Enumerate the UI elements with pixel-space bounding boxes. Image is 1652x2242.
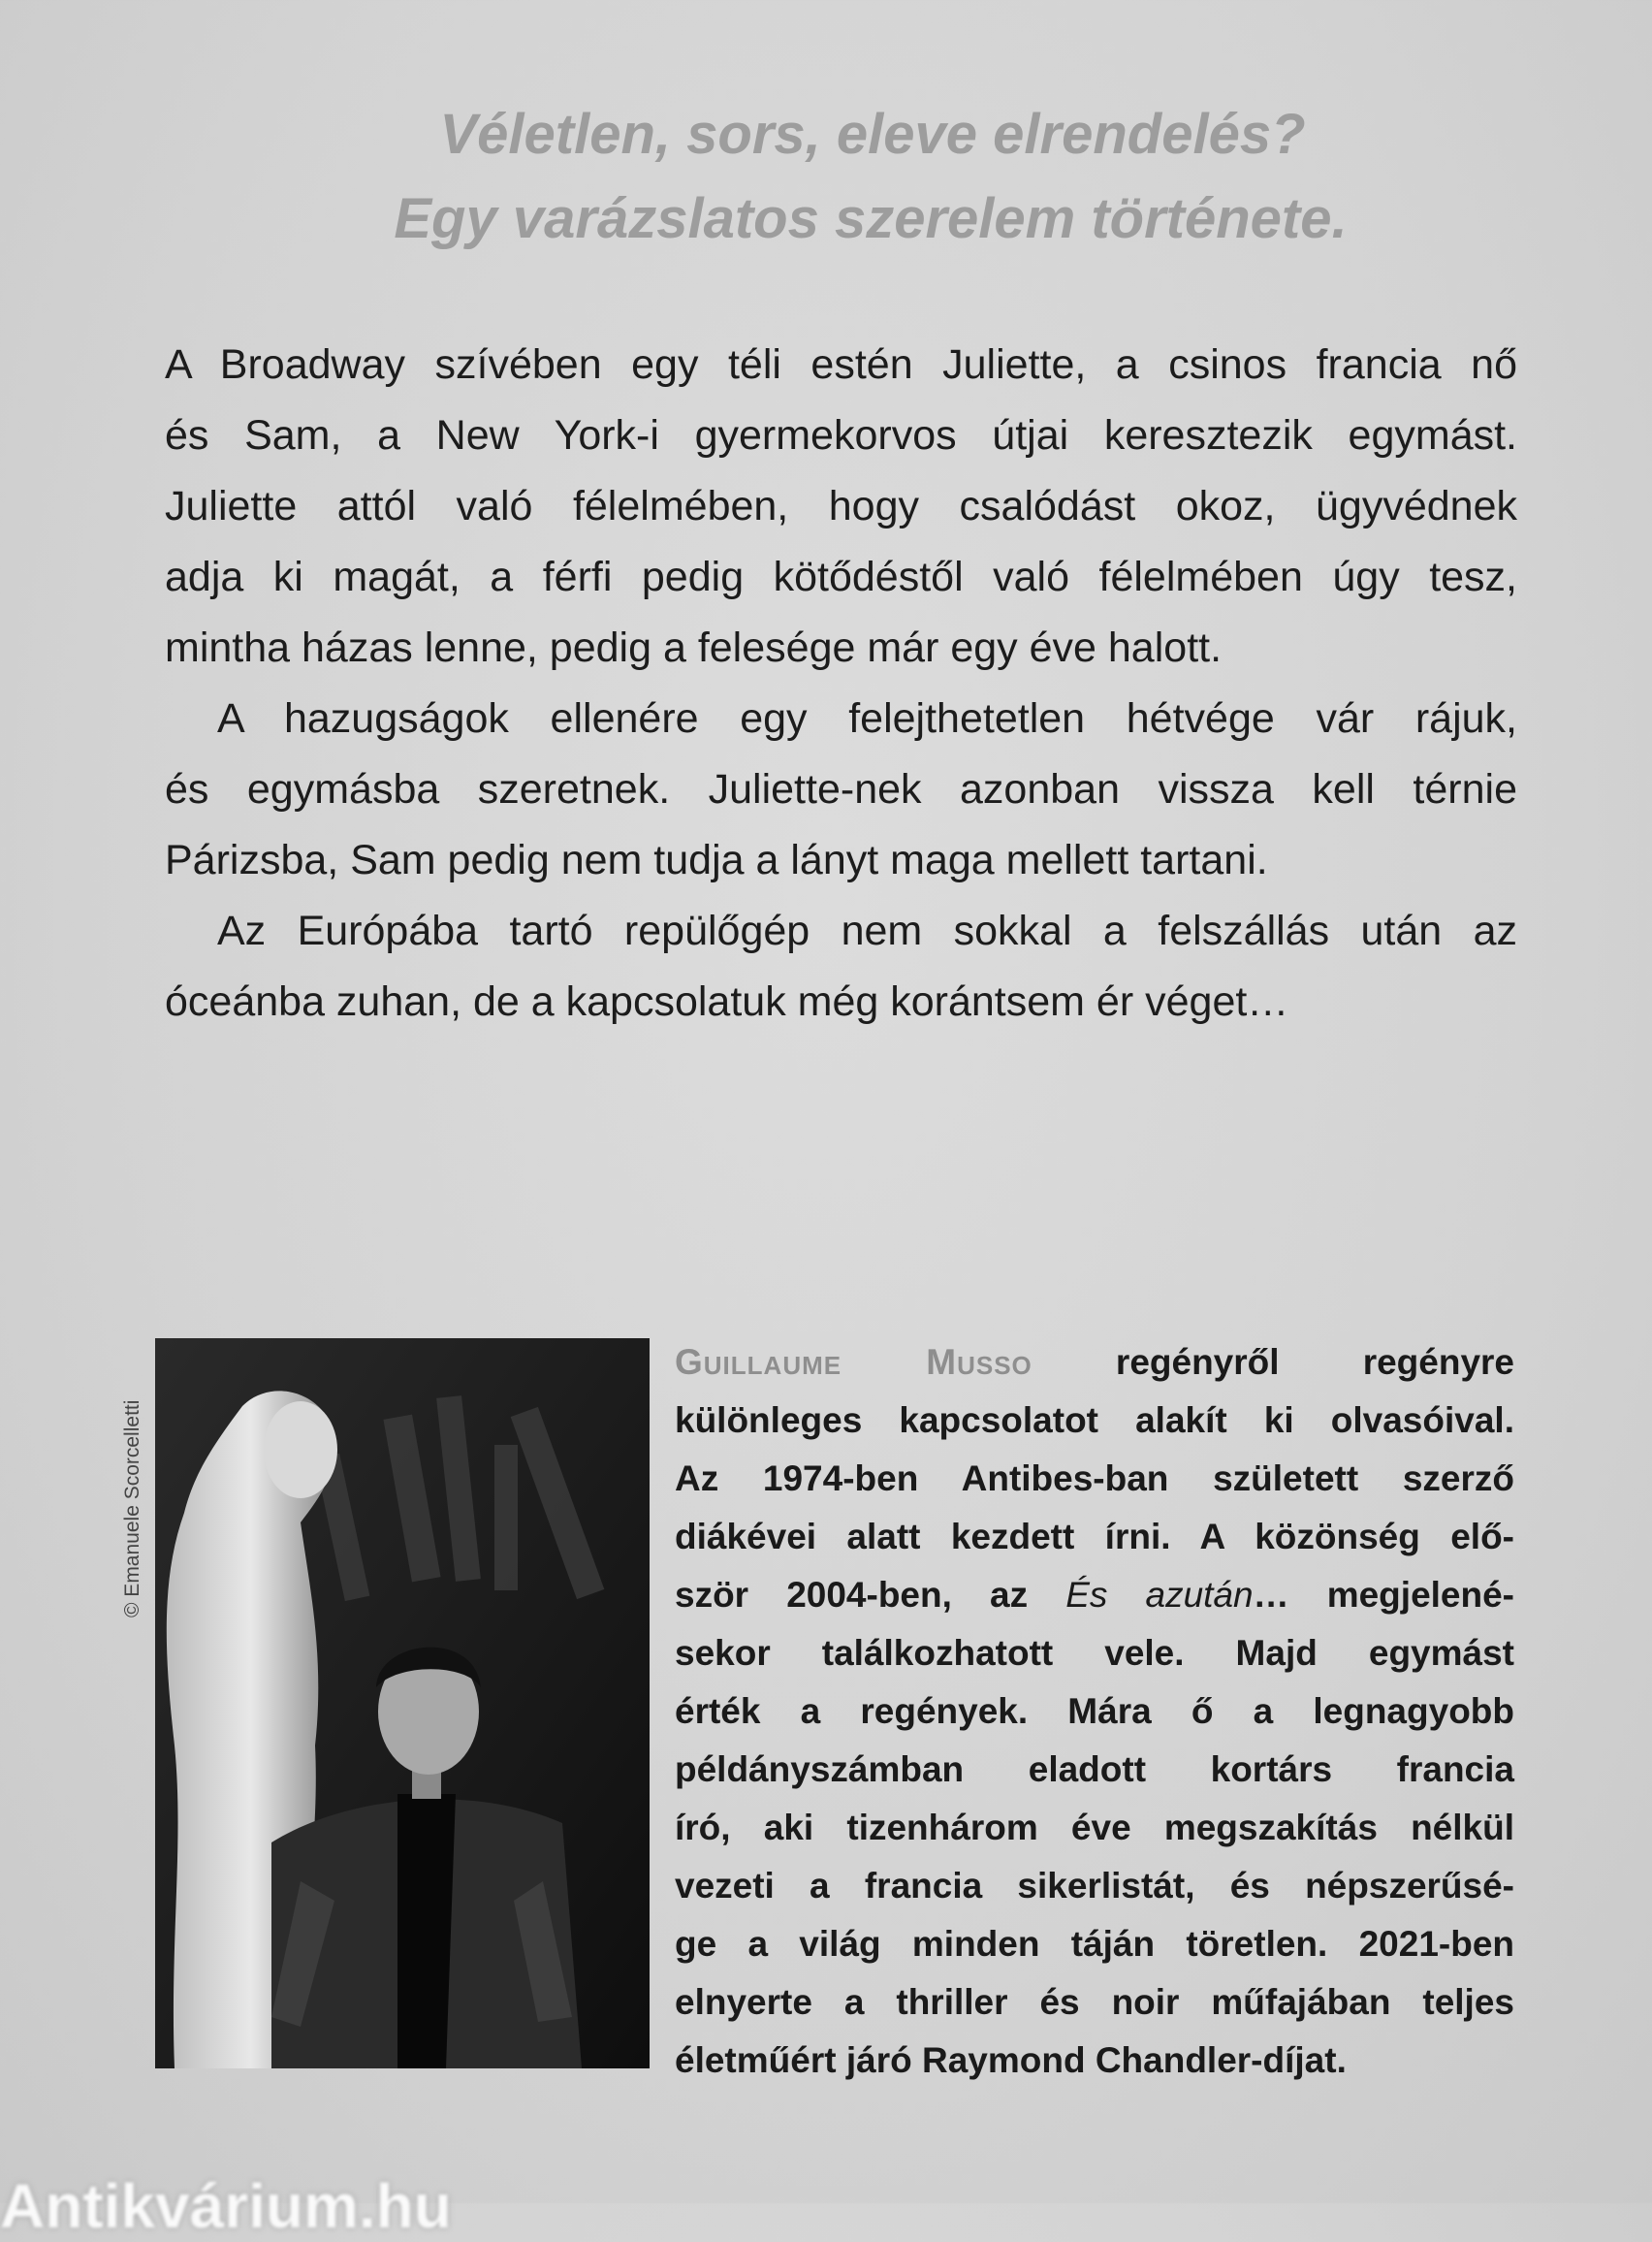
- bio-line: sekor találkozhatott vele. Majd egymást: [675, 1633, 1514, 1673]
- blurb-line: óceánba zuhan, de a kapcsolatuk még korántsem ér véget…: [165, 978, 1289, 1025]
- blurb-line: Párizsba, Sam pedig nem tudja a lányt maga mellett tartani.: [165, 837, 1268, 883]
- tagline-line-1: Véletlen, sors, eleve elrendelés?: [439, 103, 1306, 166]
- photo-credit: © Emanuele Scorcelletti: [121, 1399, 143, 1617]
- bio-line: író, aki tizenhárom éve megszakítás nélkül: [675, 1808, 1514, 1847]
- bio-line: Az 1974-ben Antibes-ban született szerző: [675, 1458, 1514, 1498]
- blurb-line: Az Európába tartó repülőgép nem sokkal a felszállás után az: [217, 908, 1517, 954]
- bio-line: vezeti a francia sikerlistát, és népszerűsé-: [675, 1866, 1514, 1906]
- tagline-line-2: Egy varázslatos szerelem története.: [394, 187, 1348, 250]
- author-name: Guillaume Musso: [675, 1342, 1032, 1382]
- blurb-line: mintha házas lenne, pedig a felesége már egy éve halott.: [165, 625, 1223, 671]
- bio-line: életműért járó Raymond Chandler-díjat.: [675, 2040, 1347, 2080]
- bio-text: ször 2004-ben, az: [675, 1575, 1066, 1615]
- bio-line: diákévei alatt kezdett írni. A közönség elő-: [675, 1517, 1514, 1556]
- blurb-text: [165, 330, 1517, 1038]
- bio-text: regényről regényre: [1032, 1342, 1514, 1382]
- bio-line: különleges kapcsolatot alakít ki olvasóival.: [675, 1400, 1514, 1440]
- author-photo-image: [155, 1338, 650, 2068]
- blurb-line: és egymásba szeretnek. Juliette-nek azonban vissza kell térnie: [165, 766, 1517, 813]
- watermark: Antikvárium.hu: [0, 2171, 452, 2241]
- author-photo: [155, 1338, 650, 2068]
- bio-line: [675, 1333, 1514, 1392]
- bio-line: példányszámban eladott kortárs francia: [675, 1749, 1514, 1789]
- blurb-line: adja ki magát, a férfi pedig kötődéstől való félelmében úgy tesz,: [165, 554, 1517, 600]
- blurb-line: A hazugságok ellenére egy felejthetetlen hétvége vár rájuk,: [217, 695, 1517, 742]
- blurb-line: Juliette attól való félelmében, hogy csalódást okoz, ügyvédnek: [165, 483, 1517, 529]
- bio-line: ge a világ minden táján töretlen. 2021-ben: [675, 1924, 1514, 1964]
- author-bio: [675, 1333, 1514, 2090]
- blurb-line: A Broadway szívében egy téli estén Juliette, a csinos francia nő: [165, 341, 1517, 388]
- bio-line: elnyerte a thriller és noir műfajában teljes: [675, 1982, 1514, 2022]
- bio-line: érték a regények. Mára ő a legnagyobb: [675, 1691, 1514, 1731]
- book-title: És azután: [1065, 1575, 1254, 1615]
- bio-text: … megjelené-: [1253, 1575, 1515, 1615]
- bio-line: [675, 1566, 1514, 1624]
- blurb-line: és Sam, a New York-i gyermekorvos útjai keresztezik egymást.: [165, 412, 1517, 459]
